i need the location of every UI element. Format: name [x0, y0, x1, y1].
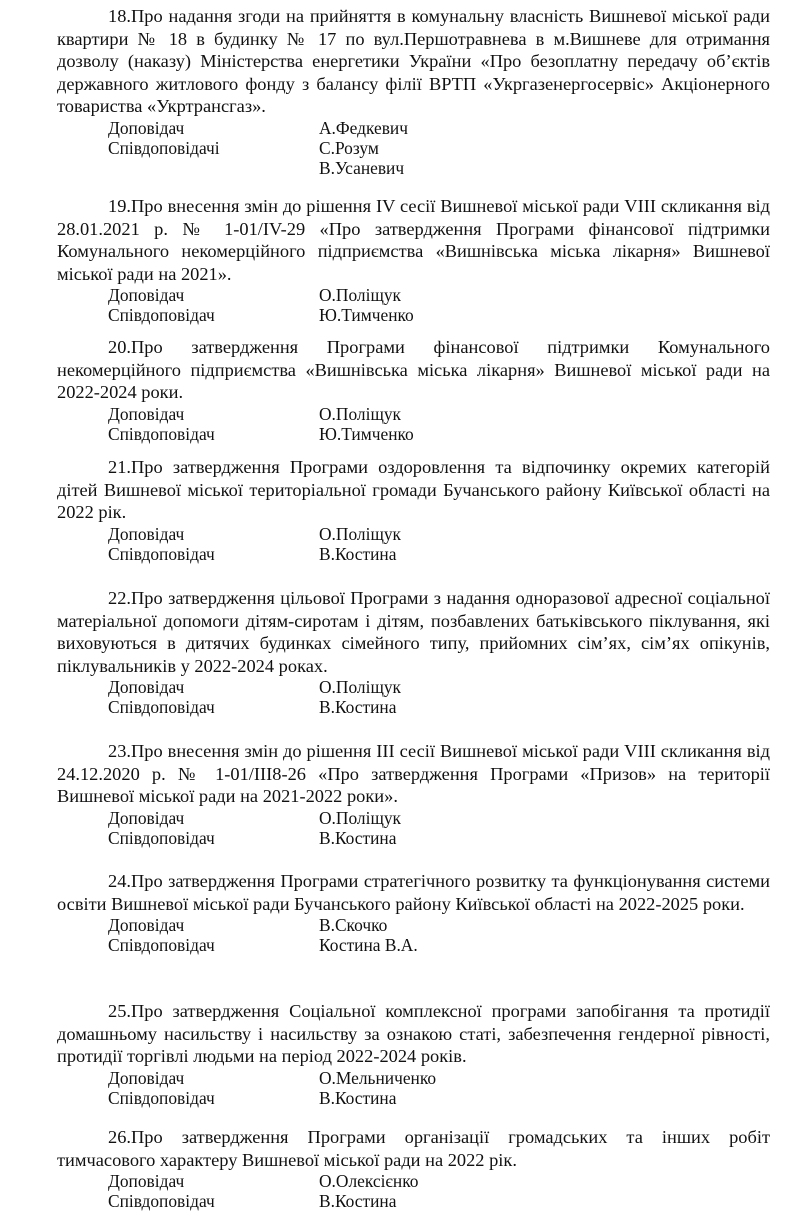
co-speaker-role-label: Співдоповідач: [108, 1087, 215, 1108]
speaker-role-label: Доповідач: [108, 285, 185, 306]
agenda-item-18: [57, 5, 770, 178]
co-speaker-role-label: Співдоповідач: [108, 697, 215, 718]
co-speaker-row: [57, 935, 770, 955]
co-speaker-role-label: Співдоповідач: [108, 827, 215, 848]
speaker-row: [57, 1068, 770, 1088]
co-speaker-row: [57, 138, 770, 158]
co-speaker-row: [57, 305, 770, 325]
co-speaker-role-label: Співдоповідачі: [108, 137, 220, 158]
co-speaker-row: [57, 1088, 770, 1108]
agenda-item-20: [57, 336, 770, 444]
co-speaker-name: Ю.Тимченко: [319, 305, 414, 326]
speaker-role-label: Доповідач: [108, 1171, 185, 1192]
agenda-item-text: 25.Про затвердження Соціальної комплексної програми запобігання та протидії домашньому насильству і насильству за ознакою статі, забезпечення гендерної рівності, протидії торгівлі людьми на період 2022-2024 років.: [57, 1001, 770, 1067]
co-speaker-row: [57, 1191, 770, 1211]
speaker-name: О.Мельниченко: [319, 1067, 437, 1088]
co-speaker-row: [57, 424, 770, 444]
co-speaker-name: В.Костина: [319, 1087, 397, 1108]
speaker-row: [57, 1171, 770, 1191]
agenda-item-text: 26.Про затвердження Програми організації громадських та інших робіт тимчасового характеру Вишневої міської ради на 2022 рік.: [57, 1127, 770, 1170]
agenda-item-text: 22.Про затвердження цільової Програми з надання одноразової адресної соціальної матеріальної допомоги дітям-сиротам і дітям, позбавлених батьківського піклування, які виховуються в дитячих будинках сімейного типу, прийомних сім’ях, сім’ях опікунів, піклувальників у 2022-2024 роках.: [57, 588, 770, 676]
speaker-name: А.Федкевич: [319, 117, 408, 138]
co-speaker-name: Костина В.А.: [319, 935, 418, 956]
agenda-item-text: 20.Про затвердження Програми фінансової підтримки Комунального некомерційного підприємства «Вишнівська міська лікарня» Вишневої міської ради на 2022-2024 роки.: [57, 337, 770, 403]
co-speaker-row: [57, 158, 770, 178]
agenda-item-19: [57, 195, 770, 325]
speaker-name: В.Скочко: [319, 915, 388, 936]
speaker-role-label: Доповідач: [108, 523, 185, 544]
agenda-item-26: [57, 1126, 770, 1211]
agenda-item-text: 19.Про внесення змін до рішення IV сесії Вишневої міської ради VIII скликання від 28.01.2021 р. № 1-01/IV-29 «Про затвердження Програми фінансової підтримки Комунального некомерційного підприємства «Вишнівська міська лікарня» Вишневої міської ради на 2021».: [57, 196, 770, 284]
speaker-role-label: Доповідач: [108, 915, 185, 936]
agenda-item-21: [57, 456, 770, 564]
co-speaker-name: В.Костина: [319, 543, 397, 564]
co-speaker-row: [57, 697, 770, 717]
speaker-row: [57, 808, 770, 828]
speaker-role-label: Доповідач: [108, 403, 185, 424]
speaker-name: О.Поліщук: [319, 285, 401, 306]
co-speaker-row: [57, 828, 770, 848]
co-speaker-role-label: Співдоповідач: [108, 1191, 215, 1212]
co-speaker-name: В.Костина: [319, 697, 397, 718]
agenda-item-text: 18.Про надання згоди на прийняття в комунальну власність Вишневої міської ради квартири № 18 в будинку № 17 по вул.Першотравнева в м.Вишневе для отримання дозволу (наказу) Міністерства енергетики України «Про безоплатну передачу об’єктів державного житлового фонду з балансу філії ВРТП «Укргазенергосервіс» Акціонерного товариства «Укртрансгаз».: [57, 6, 770, 117]
co-speaker-role-label: Співдоповідач: [108, 423, 215, 444]
co-speaker-row: [57, 544, 770, 564]
speaker-role-label: Доповідач: [108, 117, 185, 138]
speaker-row: [57, 285, 770, 305]
agenda-item-text: 21.Про затвердження Програми оздоровлення та відпочинку окремих категорій дітей Вишневої міської територіальної громади Бучанського району Київської області на 2022 рік.: [57, 457, 770, 523]
speaker-role-label: Доповідач: [108, 807, 185, 828]
speaker-name: О.Олексієнко: [319, 1171, 419, 1192]
co-speaker-role-label: Співдоповідач: [108, 543, 215, 564]
speaker-name: О.Поліщук: [319, 403, 401, 424]
speaker-row: [57, 118, 770, 138]
agenda-item-25: [57, 1000, 770, 1108]
co-speaker-name: Ю.Тимченко: [319, 423, 414, 444]
co-speaker-name: В.Костина: [319, 827, 397, 848]
co-speaker-name: С.Розум: [319, 137, 379, 158]
speaker-row: [57, 677, 770, 697]
speaker-role-label: Доповідач: [108, 1067, 185, 1088]
speaker-name: О.Поліщук: [319, 523, 401, 544]
speaker-name: О.Поліщук: [319, 677, 401, 698]
agenda-item-text: 24.Про затвердження Програми стратегічного розвитку та функціонування системи освіти Вишневої міської ради Бучанського району Київської області на 2022-2025 роки.: [57, 871, 770, 914]
co-speaker-name: В.Костина: [319, 1191, 397, 1212]
speaker-role-label: Доповідач: [108, 677, 185, 698]
agenda-item-22: [57, 587, 770, 717]
agenda-item-24: [57, 870, 770, 955]
co-speaker-role-label: Співдоповідач: [108, 935, 215, 956]
co-speaker-role-label: Співдоповідач: [108, 305, 215, 326]
co-speaker-name: В.Усаневич: [319, 157, 405, 178]
speaker-row: [57, 404, 770, 424]
agenda-item-text: 23.Про внесення змін до рішення III сесії Вишневої міської ради VIII скликання від 24.12.2020 р. № 1-01/III8-26 «Про затвердження Програми «Призов» на території Вишневої міської ради на 2021-2022 роки».: [57, 741, 770, 807]
speaker-row: [57, 524, 770, 544]
speaker-row: [57, 915, 770, 935]
agenda-item-23: [57, 740, 770, 848]
speaker-name: О.Поліщук: [319, 807, 401, 828]
